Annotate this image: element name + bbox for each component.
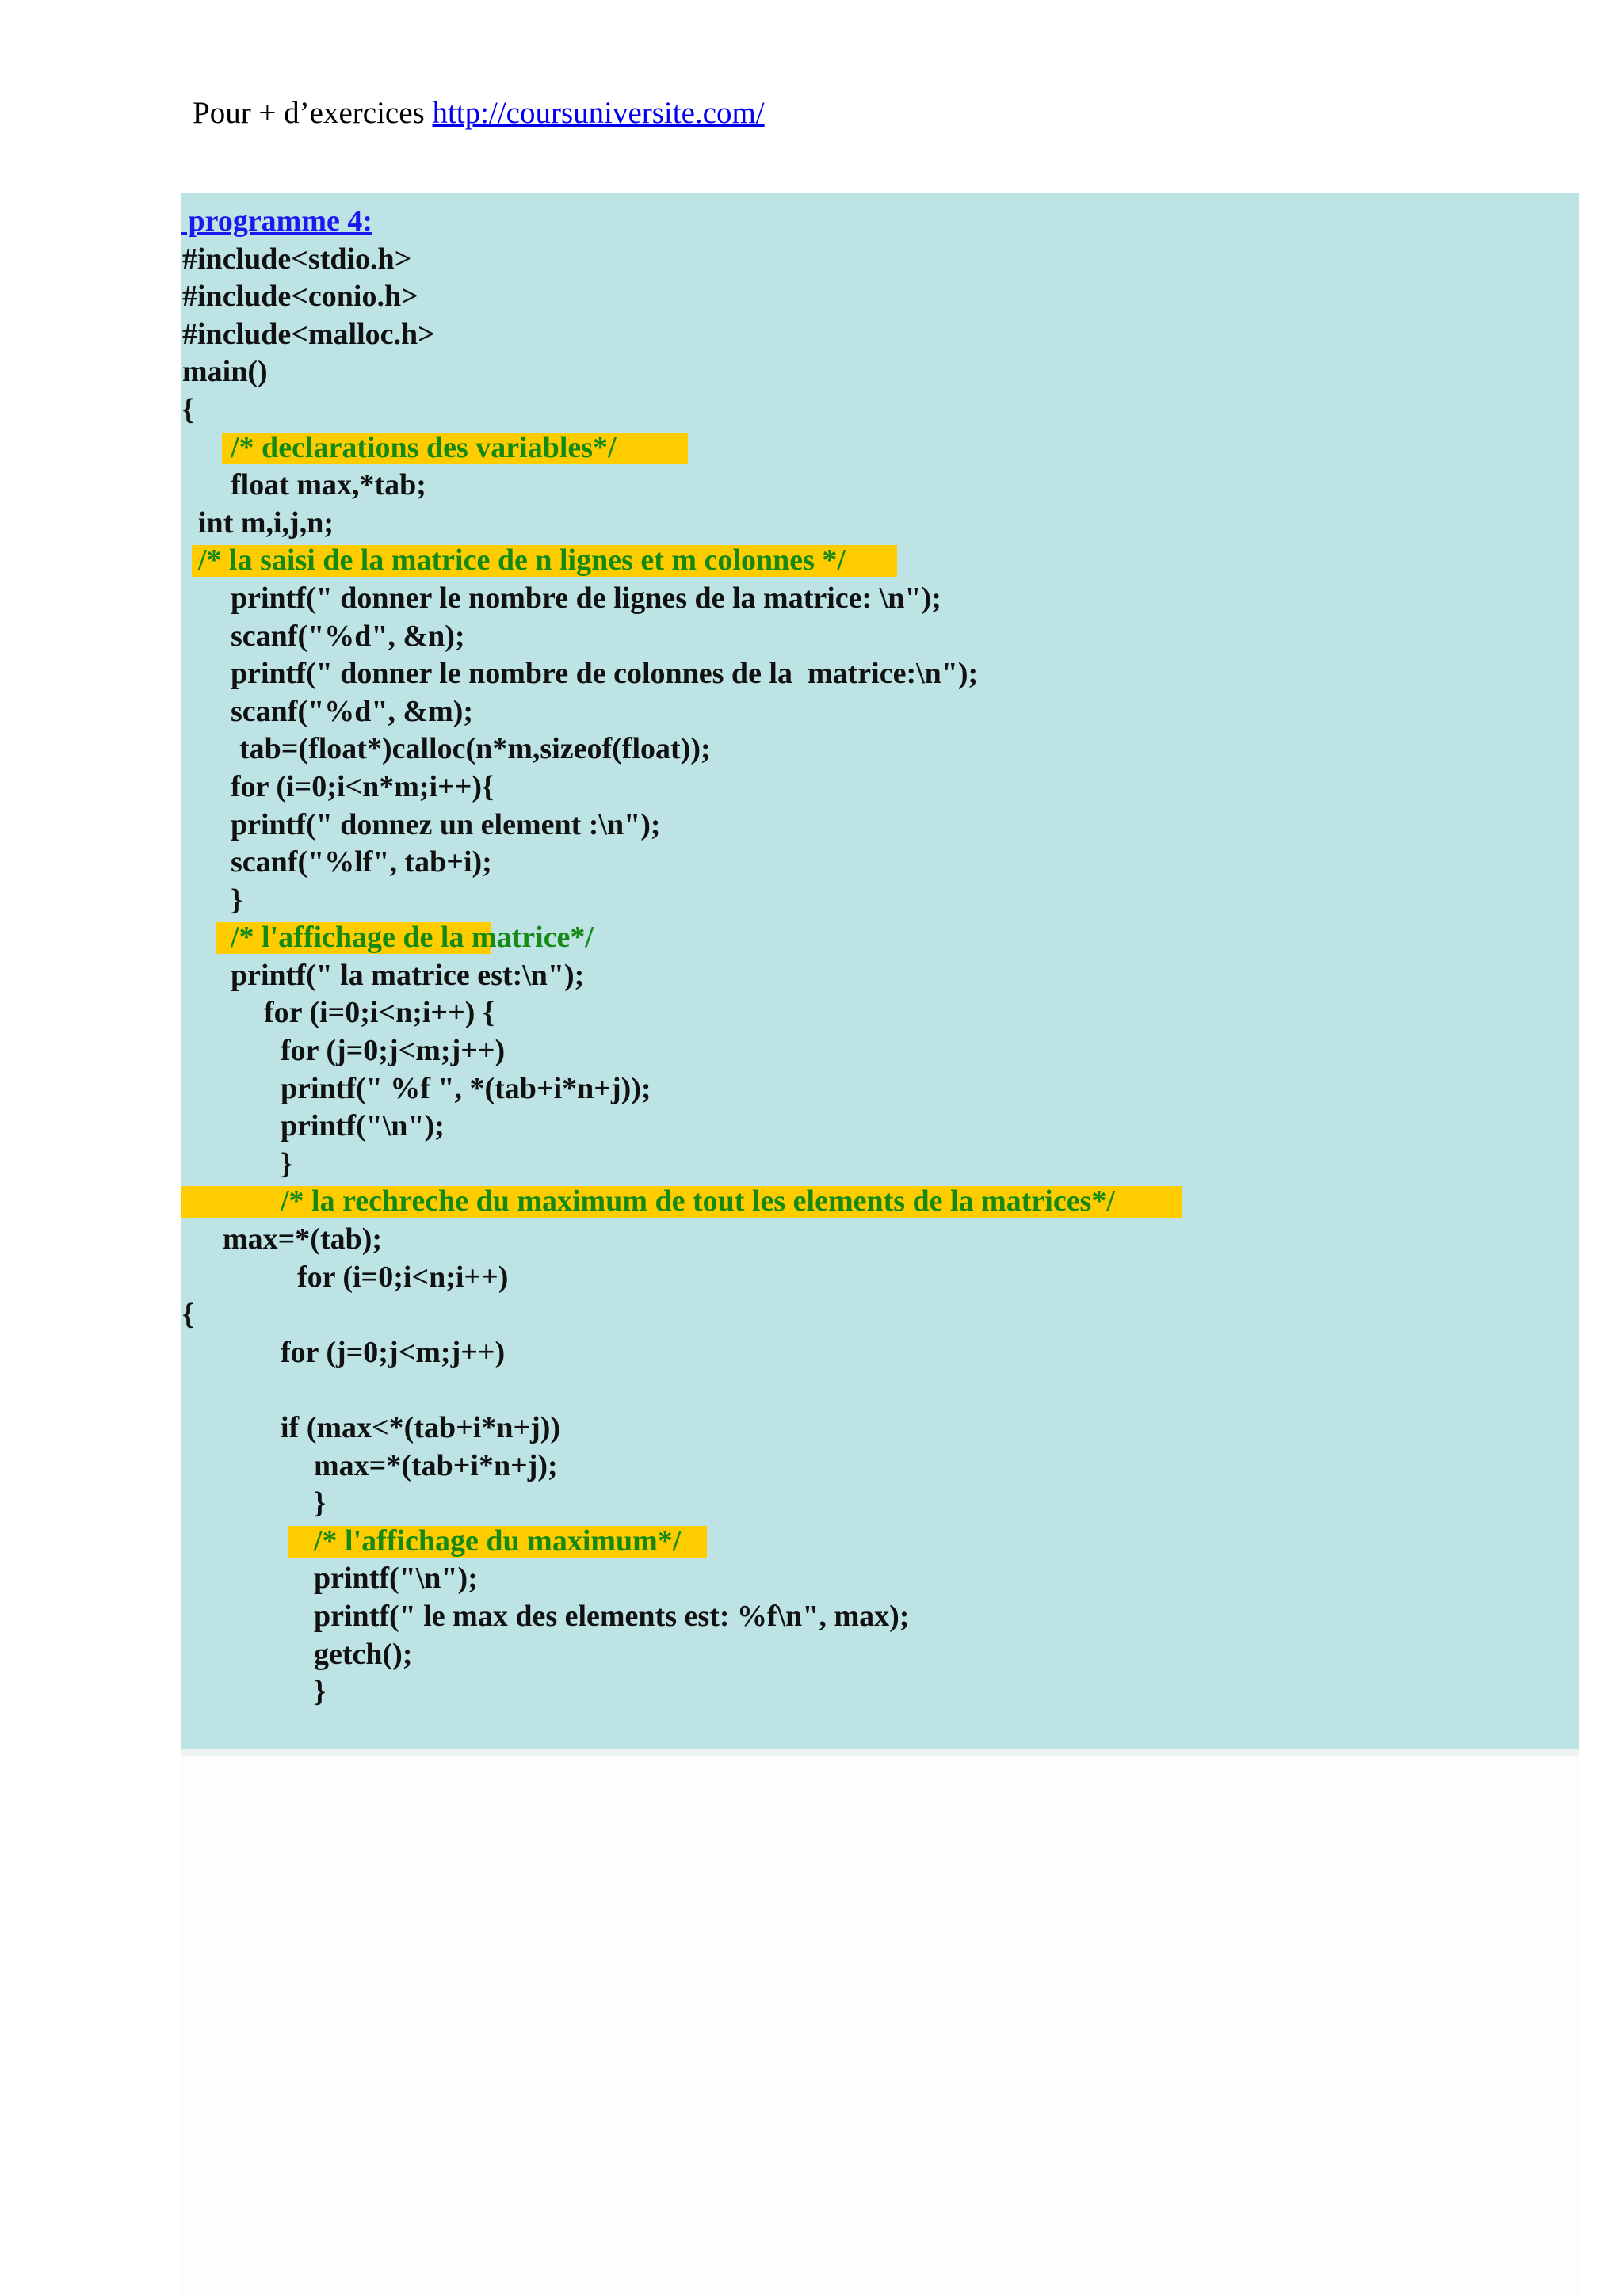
code-line	[181, 994, 1579, 1032]
code-line	[181, 882, 1579, 920]
code-text: for (i=0;i<n*m;i++){	[231, 769, 494, 803]
code-box-border	[181, 1749, 1579, 1756]
code-line	[181, 1070, 1579, 1108]
code-line	[181, 844, 1579, 882]
code-line	[181, 316, 1579, 354]
page-header	[193, 95, 765, 131]
code-line	[181, 1183, 1579, 1221]
code-text: printf("\n");	[314, 1562, 478, 1596]
code-text: #include<conio.h>	[182, 280, 418, 314]
code-text: #include<malloc.h>	[182, 317, 435, 351]
code-line	[181, 618, 1579, 656]
code-line	[181, 1032, 1579, 1070]
code-line	[181, 1146, 1579, 1184]
header-text: Pour + d’exercices	[193, 96, 433, 130]
code-text: max=*(tab+i*n+j);	[314, 1448, 558, 1482]
code-line	[181, 769, 1579, 807]
code-listing	[181, 193, 1579, 1749]
code-text: }	[281, 1146, 292, 1180]
code-line	[181, 919, 1579, 957]
code-line	[181, 542, 1579, 580]
code-line	[181, 1371, 1579, 1409]
code-line	[181, 278, 1579, 316]
code-text: for (i=0;i<n;i++) {	[264, 996, 495, 1030]
code-line	[181, 1598, 1579, 1636]
code-line	[181, 693, 1579, 731]
code-text: }	[314, 1486, 326, 1520]
code-text: tab=(float*)calloc(n*m,sizeof(float));	[239, 732, 711, 766]
code-line	[181, 807, 1579, 845]
code-text: main()	[182, 355, 268, 389]
code-comment: /* l'affichage du maximum*/	[314, 1524, 682, 1558]
page-lower-area	[181, 1756, 1579, 2296]
code-text: printf(" donner le nombre de colonnes de la matrice:\n");	[231, 657, 979, 691]
code-text: scanf("%lf", tab+i);	[231, 845, 492, 879]
code-text: max=*(tab);	[223, 1222, 383, 1257]
code-comment: /* la rechreche du maximum de tout les elements de la matrices*/	[281, 1184, 1115, 1219]
code-text: }	[231, 883, 242, 917]
code-line	[181, 467, 1579, 505]
code-line	[181, 1296, 1579, 1334]
code-line	[181, 730, 1579, 769]
code-text: getch();	[314, 1637, 413, 1671]
code-text: for (j=0;j<m;j++)	[281, 1335, 506, 1369]
code-line	[181, 391, 1579, 429]
site-link[interactable]: http://coursuniversite.com/	[432, 96, 765, 130]
code-text: int m,i,j,n;	[198, 505, 334, 540]
code-line	[181, 655, 1579, 693]
code-text: printf(" donner le nombre de lignes de la matrice: \n");	[231, 581, 941, 615]
code-line	[181, 505, 1579, 543]
code-line	[181, 203, 1579, 241]
code-line	[181, 1523, 1579, 1561]
code-line	[181, 1334, 1579, 1372]
code-text: printf("\n");	[281, 1109, 445, 1143]
code-text: for (j=0;j<m;j++)	[281, 1034, 506, 1068]
code-comment: /* l'affichage de la matrice*/	[231, 921, 594, 955]
code-line	[181, 1560, 1579, 1598]
code-line	[181, 1409, 1579, 1447]
code-line	[181, 1636, 1579, 1674]
code-line	[181, 957, 1579, 995]
code-line	[181, 1108, 1579, 1146]
code-text: for (i=0;i<n;i++)	[297, 1260, 509, 1294]
code-line	[181, 1259, 1579, 1297]
code-text: printf(" la matrice est:\n");	[231, 958, 585, 992]
code-line	[181, 1221, 1579, 1259]
code-line	[181, 1673, 1579, 1711]
code-text: {	[182, 1298, 194, 1332]
code-line	[181, 429, 1579, 467]
code-text: scanf("%d", &m);	[231, 694, 474, 728]
code-text: printf(" le max des elements est: %f\n", max);	[314, 1599, 910, 1633]
code-text: {	[182, 392, 194, 426]
code-text: #include<stdio.h>	[182, 242, 412, 276]
code-text: float max,*tab;	[231, 468, 426, 502]
code-comment: /* declarations des variables*/	[231, 430, 617, 464]
code-text: printf(" donnez un element :\n");	[231, 807, 661, 841]
code-lines	[181, 203, 1579, 1711]
code-line	[181, 353, 1579, 391]
code-comment: /* la saisi de la matrice de n lignes et m colonnes */	[198, 543, 846, 578]
code-line	[181, 580, 1579, 618]
code-text: printf(" %f ", *(tab+i*n+j));	[281, 1071, 651, 1105]
code-text: }	[314, 1675, 326, 1709]
code-line	[181, 1447, 1579, 1486]
code-text: scanf("%d", &n);	[231, 619, 465, 653]
code-line	[181, 1485, 1579, 1523]
code-line	[181, 241, 1579, 279]
code-text: if (max<*(tab+i*n+j))	[281, 1411, 561, 1444]
program-title-link[interactable]: programme 4:	[181, 204, 373, 238]
